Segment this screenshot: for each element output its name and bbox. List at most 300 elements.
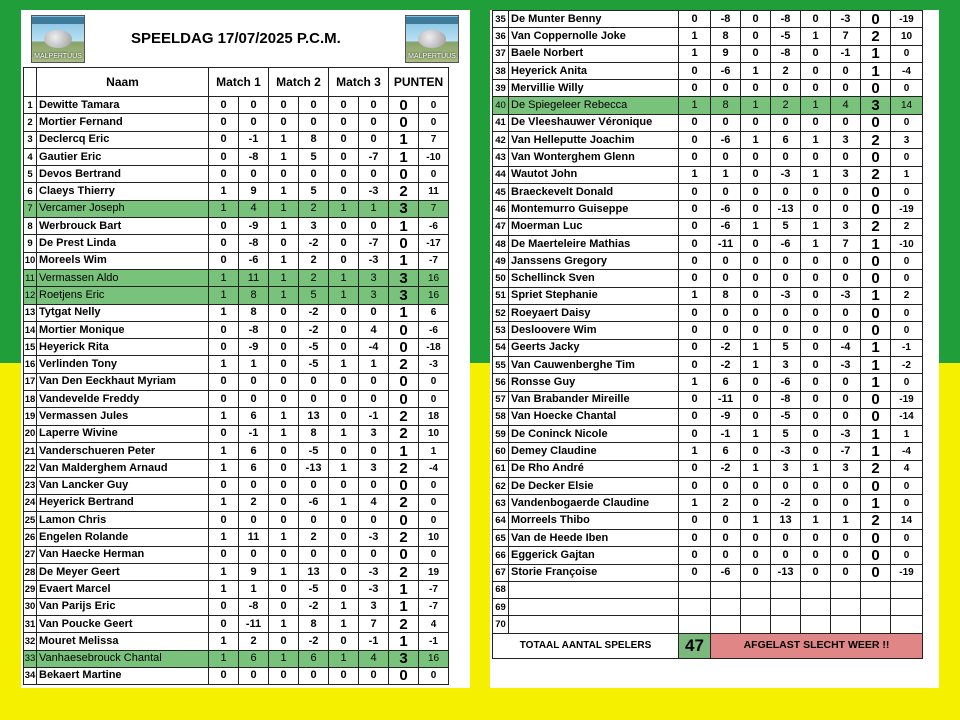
match2-score: -2 (299, 235, 329, 252)
total-wins: 1 (861, 356, 891, 373)
player-name: Van Parijs Eric (37, 598, 209, 615)
match1-win: 0 (209, 166, 239, 183)
match1-score: -2 (711, 356, 741, 373)
match2-win: 0 (269, 633, 299, 650)
match1-score: 1 (239, 356, 269, 373)
total-points: 0 (419, 477, 449, 494)
match2-score: 2 (299, 200, 329, 217)
match1-score: 1 (711, 166, 741, 183)
player-name: Braeckevelt Donald (509, 183, 679, 200)
match1-score: 9 (239, 183, 269, 200)
table-row (24, 148, 449, 165)
total-wins: 1 (861, 45, 891, 62)
match3-win: 1 (329, 356, 359, 373)
row-number: 65 (493, 529, 509, 546)
match2-win: 1 (741, 356, 771, 373)
table-row (493, 11, 923, 28)
match1-win: 0 (679, 270, 711, 287)
match2-win (741, 616, 771, 633)
match3-win: 0 (329, 304, 359, 321)
total-points: 0 (891, 547, 923, 564)
match2-score: -8 (771, 391, 801, 408)
table-row (24, 512, 449, 529)
total-points: -4 (891, 443, 923, 460)
match1-score: -8 (239, 148, 269, 165)
total-wins: 0 (389, 512, 419, 529)
total-points: 0 (419, 667, 449, 684)
match1-win: 1 (209, 408, 239, 425)
match3-win: 1 (329, 598, 359, 615)
match2-score (771, 599, 801, 616)
player-name (509, 599, 679, 616)
player-name: Vanhaesebrouck Chantal (37, 650, 209, 667)
total-points: 11 (419, 183, 449, 200)
match1-win: 0 (679, 80, 711, 97)
match3-win: 0 (329, 166, 359, 183)
match3-score: 3 (359, 425, 389, 442)
row-number: 30 (24, 598, 37, 615)
row-number: 66 (493, 547, 509, 564)
table-row (493, 547, 923, 564)
match3-win (801, 616, 831, 633)
row-number: 34 (24, 667, 37, 684)
match2-win: 1 (741, 62, 771, 79)
match2-win: 0 (741, 374, 771, 391)
match3-win: 1 (329, 425, 359, 442)
total-wins: 3 (389, 200, 419, 217)
match1-win: 0 (679, 322, 711, 339)
total-wins: 1 (861, 235, 891, 252)
total-wins: 0 (861, 114, 891, 131)
match1-score: 0 (711, 253, 741, 270)
match2-win: 1 (741, 132, 771, 149)
match3-score: 3 (831, 460, 861, 477)
match2-score: -6 (771, 374, 801, 391)
match1-win: 1 (209, 494, 239, 511)
match1-win: 0 (209, 477, 239, 494)
table-row (493, 616, 923, 633)
match3-score: -3 (359, 529, 389, 546)
match2-win: 0 (741, 408, 771, 425)
table-row (493, 581, 923, 598)
match2-win: 0 (741, 305, 771, 322)
match2-win: 0 (269, 460, 299, 477)
match1-score: 6 (711, 443, 741, 460)
row-number: 45 (493, 183, 509, 200)
total-wins: 0 (861, 408, 891, 425)
total-wins: 1 (389, 633, 419, 650)
match2-win: 1 (269, 200, 299, 217)
total-wins: 0 (861, 322, 891, 339)
match2-score: 0 (299, 373, 329, 390)
match1-win: 0 (679, 11, 711, 28)
match1-score: 0 (711, 322, 741, 339)
match1-score: 6 (239, 650, 269, 667)
match2-score: 5 (771, 339, 801, 356)
total-wins: 1 (861, 62, 891, 79)
table-row (24, 529, 449, 546)
match2-win: 0 (269, 304, 299, 321)
match1-score: 8 (711, 97, 741, 114)
match1-score: 11 (239, 529, 269, 546)
match1-win: 1 (209, 269, 239, 286)
table-row (493, 80, 923, 97)
player-name: Engelen Rolande (37, 529, 209, 546)
match2-score: 8 (299, 425, 329, 442)
row-number: 54 (493, 339, 509, 356)
page-title: SPEELDAG 17/07/2025 P.C.M. (131, 30, 341, 47)
match2-score: -6 (771, 235, 801, 252)
row-number: 47 (493, 218, 509, 235)
header-punten: PUNTEN (389, 68, 449, 97)
match3-score: 0 (831, 62, 861, 79)
match2-win: 0 (741, 495, 771, 512)
total-wins: 0 (861, 305, 891, 322)
match2-win: 0 (741, 201, 771, 218)
match1-score: -1 (711, 426, 741, 443)
player-name: Werbrouck Bart (37, 218, 209, 235)
match2-score: 13 (299, 564, 329, 581)
player-name: Van de Heede Iben (509, 529, 679, 546)
row-number: 64 (493, 512, 509, 529)
match1-score: 2 (711, 495, 741, 512)
match2-win: 0 (269, 373, 299, 390)
match1-score: -6 (711, 132, 741, 149)
match2-win: 1 (269, 148, 299, 165)
match2-score: -5 (299, 356, 329, 373)
match2-score: 0 (299, 667, 329, 684)
player-name: Heyerick Rita (37, 339, 209, 356)
match3-score: 0 (359, 477, 389, 494)
total-points: 0 (891, 305, 923, 322)
match1-score: 0 (711, 114, 741, 131)
match1-win: 1 (209, 650, 239, 667)
match1-win (679, 581, 711, 598)
match3-score: 3 (359, 269, 389, 286)
row-number: 25 (24, 512, 37, 529)
match1-score: -2 (711, 460, 741, 477)
total-wins: 2 (861, 132, 891, 149)
player-name: Storie Françoise (509, 564, 679, 581)
match3-win: 0 (329, 564, 359, 581)
match1-win: 0 (679, 218, 711, 235)
match2-score: 0 (299, 97, 329, 114)
match2-score: -5 (299, 581, 329, 598)
match2-score: 8 (299, 615, 329, 632)
match3-score: 0 (831, 80, 861, 97)
match3-win: 0 (329, 114, 359, 131)
player-name: De Maerteleire Mathias (509, 235, 679, 252)
match2-win: 1 (269, 269, 299, 286)
row-number: 41 (493, 114, 509, 131)
match3-win: 0 (801, 11, 831, 28)
match1-win: 0 (679, 183, 711, 200)
player-name: Desloovere Wim (509, 322, 679, 339)
player-name: Demey Claudine (509, 443, 679, 460)
match3-win: 0 (801, 391, 831, 408)
match3-score: 0 (831, 270, 861, 287)
match1-score: 4 (239, 200, 269, 217)
row-number: 43 (493, 149, 509, 166)
match2-score: 0 (771, 270, 801, 287)
match1-win: 0 (209, 235, 239, 252)
match2-win: 0 (269, 97, 299, 114)
row-number: 12 (24, 287, 37, 304)
match3-score (831, 599, 861, 616)
total-wins: 0 (861, 183, 891, 200)
row-number: 37 (493, 45, 509, 62)
total-points: 7 (419, 131, 449, 148)
total-points: 0 (891, 45, 923, 62)
match2-score: -8 (771, 11, 801, 28)
match1-win: 0 (209, 148, 239, 165)
match1-score: -9 (239, 339, 269, 356)
total-points: 0 (891, 529, 923, 546)
row-number: 19 (24, 408, 37, 425)
match3-score: 0 (359, 97, 389, 114)
total-points: 14 (891, 512, 923, 529)
match1-win: 1 (209, 564, 239, 581)
player-name: Wautot John (509, 166, 679, 183)
match2-score: 5 (299, 183, 329, 200)
total-points: -18 (419, 339, 449, 356)
total-points: -4 (891, 62, 923, 79)
match1-score: 6 (239, 408, 269, 425)
match3-win: 0 (329, 183, 359, 200)
player-name: Roetjens Eric (37, 287, 209, 304)
match1-win: 0 (209, 114, 239, 131)
row-number: 17 (24, 373, 37, 390)
match1-win (679, 616, 711, 633)
match1-win: 0 (209, 615, 239, 632)
match1-win: 0 (679, 512, 711, 529)
table-row (493, 356, 923, 373)
match2-score: 5 (771, 218, 801, 235)
match1-win: 0 (209, 512, 239, 529)
match1-win: 0 (679, 547, 711, 564)
table-row (493, 305, 923, 322)
total-points: 3 (891, 132, 923, 149)
player-name: Mortier Fernand (37, 114, 209, 131)
match3-score: 0 (831, 114, 861, 131)
total-wins: 1 (389, 218, 419, 235)
match1-win: 0 (679, 114, 711, 131)
total-points (891, 599, 923, 616)
match2-win: 1 (269, 131, 299, 148)
match3-score: 4 (359, 321, 389, 338)
match2-win: 0 (269, 339, 299, 356)
match3-win: 1 (801, 512, 831, 529)
match2-win: 0 (269, 166, 299, 183)
match1-win: 1 (209, 460, 239, 477)
match3-win: 0 (801, 564, 831, 581)
match2-score: 0 (771, 305, 801, 322)
match2-win: 1 (741, 218, 771, 235)
table-row (493, 253, 923, 270)
match3-win: 0 (329, 667, 359, 684)
player-name: De Spiegeleer Rebecca (509, 97, 679, 114)
row-number: 59 (493, 426, 509, 443)
total-points: 2 (891, 218, 923, 235)
header-match2: Match 2 (269, 68, 329, 97)
row-number: 14 (24, 321, 37, 338)
total-wins: 1 (861, 374, 891, 391)
total-points: -14 (891, 408, 923, 425)
match3-win: 0 (801, 287, 831, 304)
match2-win: 0 (741, 166, 771, 183)
match1-score: 6 (239, 442, 269, 459)
row-number: 44 (493, 166, 509, 183)
row-number: 18 (24, 391, 37, 408)
match3-score: -3 (359, 183, 389, 200)
match1-win: 1 (209, 442, 239, 459)
match2-score: 0 (771, 322, 801, 339)
match3-win: 0 (801, 443, 831, 460)
match2-score: 0 (299, 391, 329, 408)
match2-win: 1 (269, 529, 299, 546)
player-name: Van Brabander Mireille (509, 391, 679, 408)
match2-score: -13 (299, 460, 329, 477)
player-name: Eggerick Gajtan (509, 547, 679, 564)
match3-score: 0 (831, 408, 861, 425)
row-number: 53 (493, 322, 509, 339)
match2-win: 1 (741, 97, 771, 114)
total-wins: 0 (861, 391, 891, 408)
match1-score: -9 (239, 218, 269, 235)
player-name: Van Lancker Guy (37, 477, 209, 494)
total-wins: 1 (861, 287, 891, 304)
table-row (24, 667, 449, 684)
header-match1: Match 1 (209, 68, 269, 97)
score-table-right (492, 10, 923, 659)
match1-win: 0 (679, 149, 711, 166)
match3-score: 0 (359, 546, 389, 563)
player-name: Van Helleputte Joachim (509, 132, 679, 149)
total-points: 0 (891, 149, 923, 166)
match2-win: 0 (741, 45, 771, 62)
match1-score: 0 (711, 305, 741, 322)
match2-win: 1 (269, 425, 299, 442)
total-points: -2 (891, 356, 923, 373)
total-points: 0 (891, 495, 923, 512)
match1-score: 0 (711, 547, 741, 564)
table-row (493, 339, 923, 356)
row-number: 4 (24, 148, 37, 165)
match1-score: 6 (711, 374, 741, 391)
match3-win: 0 (329, 321, 359, 338)
total-points: 0 (419, 97, 449, 114)
player-name: Vermassen Aldo (37, 269, 209, 286)
match2-win: 0 (269, 356, 299, 373)
match1-score: 0 (239, 512, 269, 529)
match3-score: -1 (359, 633, 389, 650)
row-number: 63 (493, 495, 509, 512)
total-points: 0 (419, 494, 449, 511)
table-row (24, 114, 449, 131)
table-row (24, 546, 449, 563)
table-row (493, 235, 923, 252)
row-number: 38 (493, 62, 509, 79)
match3-win: 0 (801, 62, 831, 79)
total-wins: 1 (389, 598, 419, 615)
total-points: 19 (419, 564, 449, 581)
total-wins: 0 (389, 373, 419, 390)
total-wins: 0 (389, 235, 419, 252)
match2-score: 6 (771, 132, 801, 149)
table-body-right (493, 11, 923, 634)
total-points (891, 581, 923, 598)
match3-score: 0 (831, 201, 861, 218)
match2-win: 1 (741, 426, 771, 443)
match1-win: 0 (679, 253, 711, 270)
match2-score: -3 (771, 166, 801, 183)
table-row (493, 114, 923, 131)
match2-score: 3 (299, 218, 329, 235)
match1-win: 0 (679, 356, 711, 373)
match2-score: 2 (771, 62, 801, 79)
match1-score: -6 (711, 62, 741, 79)
match2-score: 0 (299, 114, 329, 131)
match2-score: 5 (771, 426, 801, 443)
match2-score: 13 (299, 408, 329, 425)
match3-score: 0 (831, 529, 861, 546)
player-name: De Meyer Geert (37, 564, 209, 581)
match3-win: 0 (801, 270, 831, 287)
match1-win: 1 (679, 28, 711, 45)
row-number: 40 (493, 97, 509, 114)
table-row (493, 391, 923, 408)
total-points: -7 (419, 598, 449, 615)
total-wins: 0 (861, 564, 891, 581)
match2-score: -5 (771, 408, 801, 425)
table-row (24, 235, 449, 252)
match3-score: -1 (359, 408, 389, 425)
match3-win: 1 (801, 28, 831, 45)
total-wins: 0 (861, 529, 891, 546)
table-row (24, 564, 449, 581)
total-wins: 3 (861, 97, 891, 114)
match1-score: 0 (711, 270, 741, 287)
match3-score: 0 (359, 304, 389, 321)
match3-win: 0 (801, 253, 831, 270)
total-points: -10 (891, 235, 923, 252)
match1-score: -6 (711, 564, 741, 581)
match3-win: 0 (801, 80, 831, 97)
table-row (493, 270, 923, 287)
total-wins: 2 (389, 494, 419, 511)
row-number: 26 (24, 529, 37, 546)
match3-win: 0 (801, 322, 831, 339)
player-name: Vandenbogaerde Claudine (509, 495, 679, 512)
match2-win: 0 (269, 442, 299, 459)
match3-score: 0 (831, 149, 861, 166)
total-wins: 0 (861, 11, 891, 28)
match3-score: 0 (359, 373, 389, 390)
match1-win: 1 (209, 529, 239, 546)
match2-score: -5 (771, 28, 801, 45)
match3-win: 0 (329, 391, 359, 408)
total-points: -4 (419, 460, 449, 477)
total-wins: 2 (861, 218, 891, 235)
row-number: 36 (493, 28, 509, 45)
match3-score: 0 (831, 322, 861, 339)
row-number: 11 (24, 269, 37, 286)
match1-score: -6 (239, 252, 269, 269)
total-players-label: TOTAAL AANTAL SPELERS (493, 633, 679, 658)
total-points: 1 (891, 166, 923, 183)
player-name: Vermassen Jules (37, 408, 209, 425)
match3-win (801, 599, 831, 616)
